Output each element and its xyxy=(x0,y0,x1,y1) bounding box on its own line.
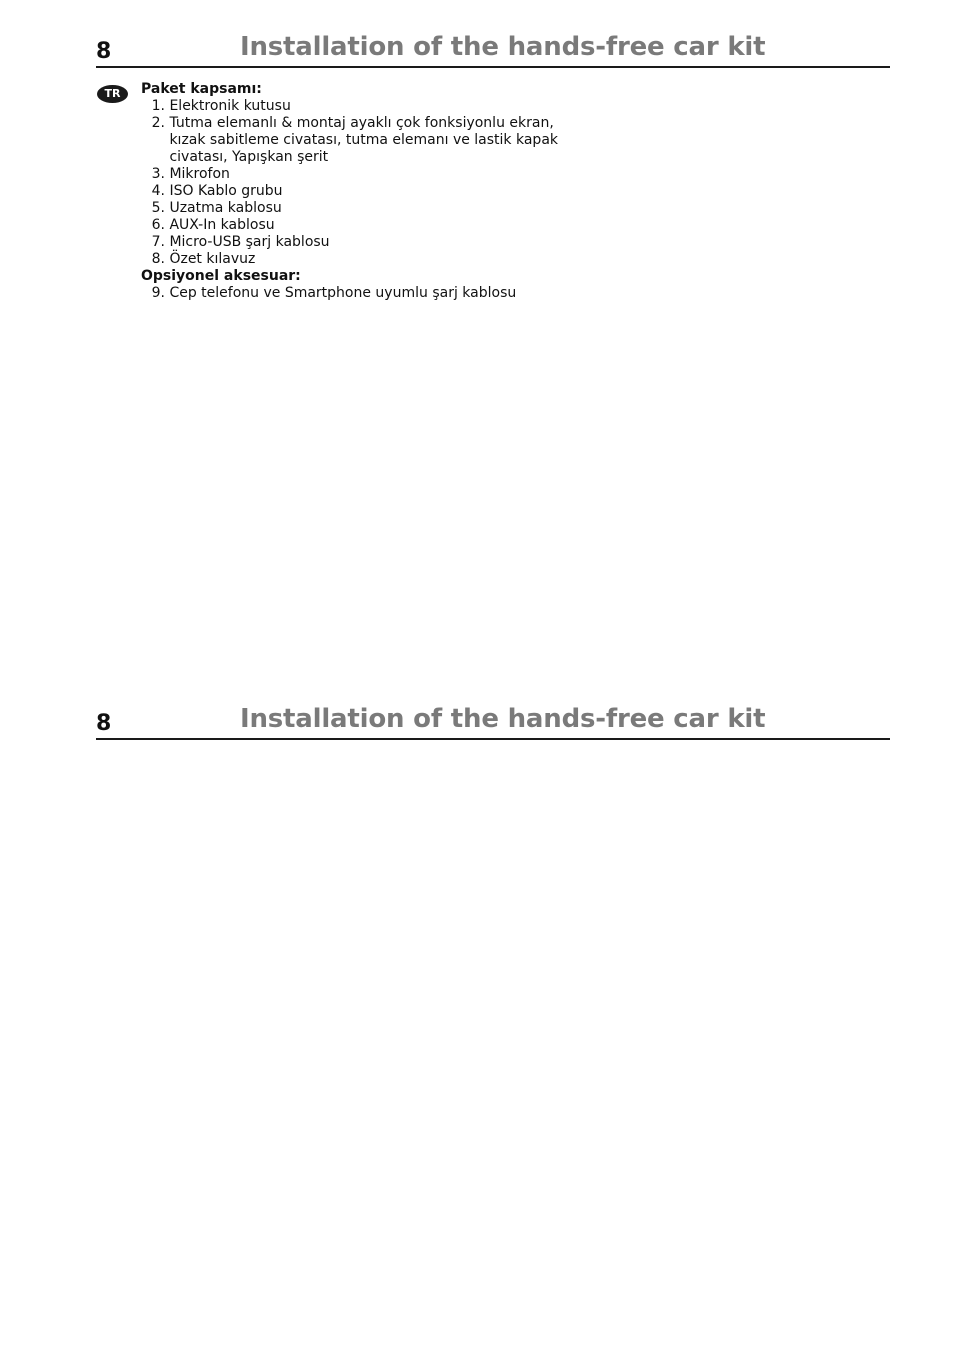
list-item xyxy=(141,183,621,200)
page-number: 8 xyxy=(96,39,112,64)
list-item xyxy=(141,166,621,183)
list-item-text: Uzatma kablosu xyxy=(169,200,282,216)
list-item-number: 3. xyxy=(151,166,165,182)
list-item-text: AUX-In kablosu xyxy=(169,217,275,233)
list-item xyxy=(141,217,621,234)
page-header-bottom xyxy=(96,672,890,740)
list-item xyxy=(141,200,621,217)
page-title: Installation of the hands-free car kit xyxy=(240,32,766,62)
list-item-number: 4. xyxy=(151,183,165,199)
package-contents-heading: Paket kapsamı: xyxy=(141,81,262,97)
list-item-number: 5. xyxy=(151,200,165,216)
list-item-text: Mikrofon xyxy=(169,166,230,182)
optional-accessories-heading: Opsiyonel aksesuar: xyxy=(141,268,301,284)
list-item-text: ISO Kablo grubu xyxy=(169,183,283,199)
list-item xyxy=(141,234,621,251)
list-item xyxy=(141,115,621,166)
list-item xyxy=(141,285,621,302)
package-contents xyxy=(141,81,621,302)
list-item xyxy=(141,251,621,268)
list-item-text: Cep telefonu ve Smartphone uyumlu şarj kablosu xyxy=(169,285,517,301)
list-item-number: 1. xyxy=(151,98,165,114)
list-item-number: 8. xyxy=(151,251,165,267)
list-item-number: 7. xyxy=(151,234,165,250)
list-item-number: 2. xyxy=(151,115,165,131)
list-item-number: 9. xyxy=(151,285,165,301)
language-badge: TR xyxy=(97,85,128,103)
list-item-text: Elektronik kutusu xyxy=(169,98,291,114)
list-item-number: 6. xyxy=(151,217,165,233)
list-item-text: Tutma elemanlı & montaj ayaklı çok fonksiyonlu ekran, kızak sabitleme civatası, tutma elemanı ve lastik kapak civatası, Yapışkan şerit xyxy=(169,115,559,165)
page-title: Installation of the hands-free car kit xyxy=(240,704,766,734)
page-header-top xyxy=(96,0,890,68)
list-item xyxy=(141,98,621,115)
page-number: 8 xyxy=(96,711,112,736)
list-item-text: Özet kılavuz xyxy=(169,251,256,267)
list-item-text: Micro-USB şarj kablosu xyxy=(169,234,330,250)
